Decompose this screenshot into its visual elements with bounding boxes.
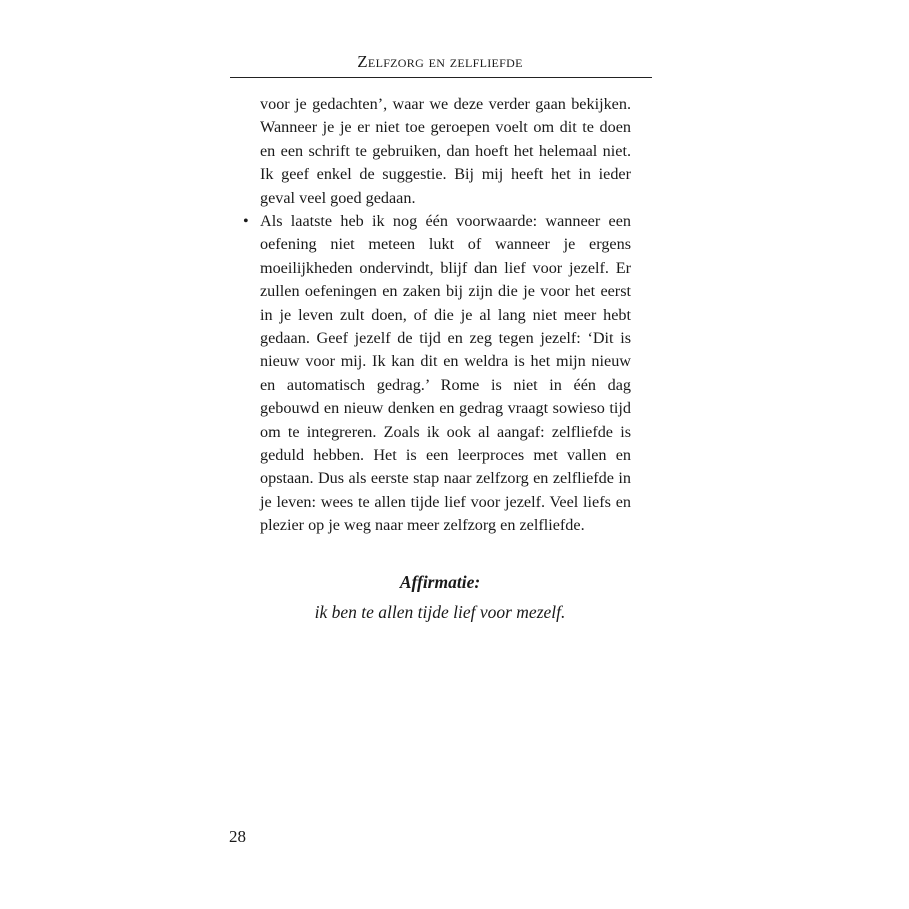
- running-head-title: Zelfzorg en zelfliefde: [357, 52, 523, 71]
- affirmation-text: ik ben te allen tijde lief voor mezelf.: [314, 602, 566, 622]
- bullet-paragraph: Als laatste heb ik nog één voorwaarde: wanneer een oefening niet meteen lukt of wanneer je ergens moeilijkheden ondervindt, blijf dan lief voor jezelf. Er zullen oefeningen en zaken bij zijn die je voor het eerst in je leven zult doen, of die je al lang niet meer hebt gedaan. Geef jezelf de tijd en zeg tegen jezelf: ‘Dit is nieuw voor mij. Ik kan dit en weldra is het mijn nieuw en automatisch gedrag.’ Rome is niet in één dag gebouwd en nieuw denken en gedrag vraagt sowieso tijd om te integreren. Zoals ik ook al aangaf: zelfliefde is geduld hebben. Het is een leerproces met vallen en opstaan. Dus als eerste stap naar zelfzorg en zelfliefde in je leven: wees te allen tijde lief voor jezelf. Veel liefs en plezier op je weg naar meer zelfzorg en zelfliefde.: [260, 212, 631, 535]
- header-rule: [230, 77, 652, 78]
- affirmation-title: Affirmatie:: [399, 572, 481, 592]
- bullet-marker: •: [243, 212, 249, 230]
- paragraph-continuation: voor je gedachten’, waar we deze verder gaan bekijken. Wanneer je je er niet toe geroepen voelt om dit te doen en een schrift te gebruiken, dan hoeft het helemaal niet. Ik geef enkel de suggestie. Bij mij heeft het in ieder geval veel goed gedaan.: [260, 95, 631, 207]
- page-number: 28: [229, 827, 246, 846]
